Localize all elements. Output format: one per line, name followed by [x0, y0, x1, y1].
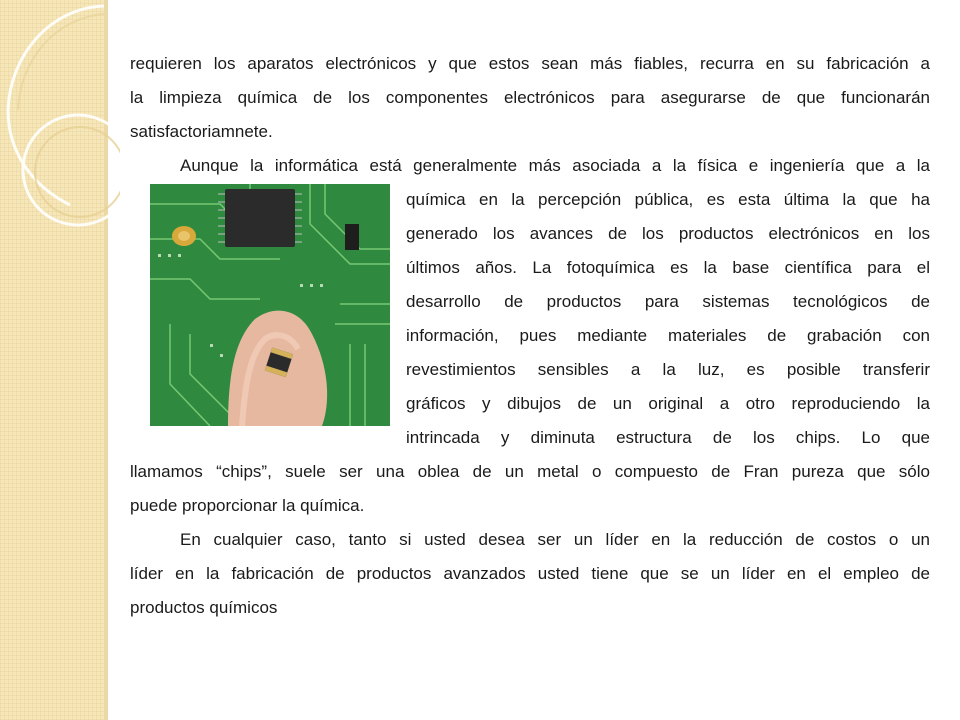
text-line: revestimientos sensibles a la luz, es posible transferir	[406, 360, 930, 379]
text-line: química en la percepción pública, es esta última la que ha	[406, 190, 930, 209]
text-line: líder en la fabricación de productos avanzados usted tiene que se un líder en el empleo de	[130, 564, 930, 583]
text-line: llamamos “chips”, suele ser una oblea de un metal o compuesto de Fran pureza que sólo	[130, 462, 930, 481]
text-line: satisfactoriamnete.	[130, 122, 273, 141]
decorative-rings	[0, 0, 120, 260]
text-line: últimos años. La fotoquímica es la base científica para el	[406, 258, 930, 277]
text-line: productos químicos	[130, 598, 278, 617]
paragraph-3-first-line: En cualquier caso, tanto si usted desea ser un líder en la reducción de costos o un	[180, 530, 930, 549]
text-line: puede proporcionar la química.	[130, 496, 365, 515]
text-line: requieren los aparatos electrónicos y que estos sean más fiables, recurra en su fabricación a	[130, 54, 930, 73]
text-line: intrincada y diminuta estructura de los chips. Lo que	[406, 428, 930, 447]
text-line: la limpieza química de los componentes electrónicos para asegurarse de que funcionarán	[130, 88, 930, 107]
text-line: gráficos y dibujos de un original a otro reproduciendo la	[406, 394, 930, 413]
text-line: generado los avances de los productos electrónicos en los	[406, 224, 930, 243]
text-line: información, pues mediante materiales de grabación con	[406, 326, 930, 345]
paragraph-2-first-line: Aunque la informática está generalmente más asociada a la física e ingeniería que a la	[180, 156, 930, 175]
text-line: desarrollo de productos para sistemas tecnológicos de	[406, 292, 930, 311]
document-text	[130, 47, 930, 625]
